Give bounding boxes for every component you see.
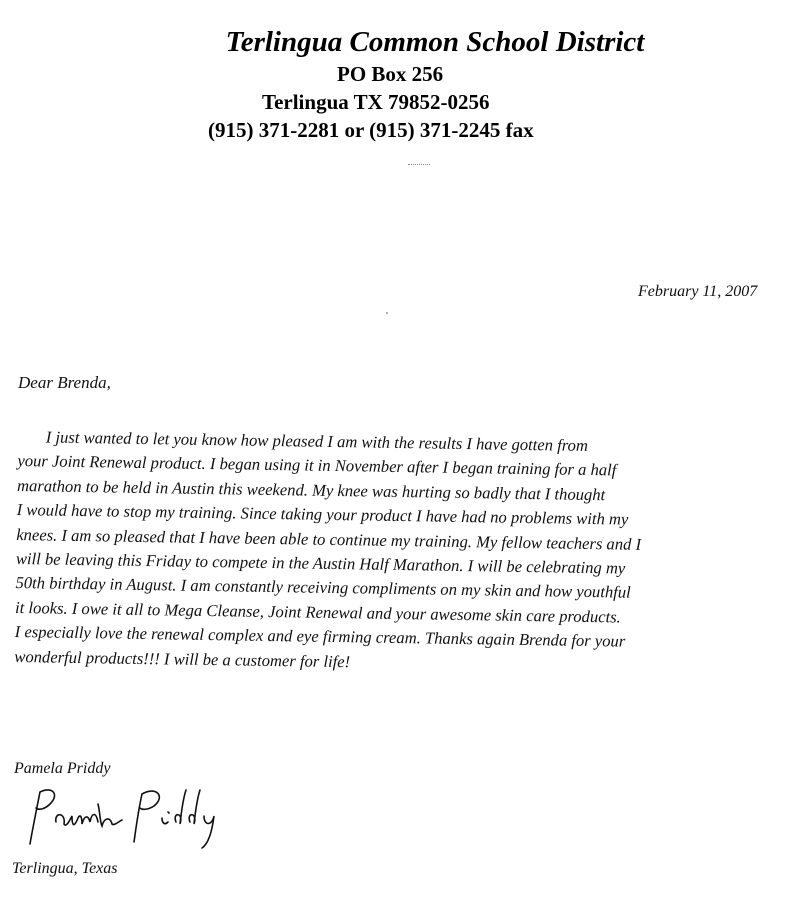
body-line: marathon to be held in Austin this weekend. My knee was hurting so badly that I thought	[16, 475, 606, 505]
letterhead-po-box: PO Box 256	[337, 62, 444, 86]
letterhead-city: Terlingua TX 79852-0256	[262, 90, 490, 114]
salutation: Dear Brenda,	[18, 373, 111, 392]
letterhead-phone: (915) 371-2281 or (915) 371-2245 fax	[208, 118, 534, 142]
body-line: I would have to stop my training. Since taking your product I have had no problems with my	[16, 500, 629, 529]
closing-name: Pamela Priddy	[14, 760, 111, 777]
body-line: knees. I am so pleased that I have been able to continue my training. My fellow teachers and I	[16, 524, 642, 554]
body-line: I especially love the renewal complex and eye firming cream. Thanks again Brenda for your	[14, 622, 626, 651]
handwritten-signature	[26, 782, 226, 852]
body-line: wonderful products!!! I will be a customer for life!	[14, 646, 351, 671]
body-line: will be leaving this Friday to compete in the Austin Half Marathon. I will be celebrating my	[15, 549, 626, 578]
letterhead-district-name: Terlingua Common School District	[225, 26, 645, 58]
letter-body	[14, 425, 786, 681]
body-line: your Joint Renewal product. I began using it in November after I began training for a half	[17, 451, 617, 480]
body-line: I just wanted to let you know how pleased I am with the results I have gotten from	[45, 427, 589, 455]
scan-smudge	[408, 164, 430, 167]
body-line: it looks. I owe it all to Mega Cleanse, Joint Renewal and your awesome skin care products.	[14, 597, 621, 627]
body-line: 50th birthday in August. I am constantly receiving compliments on my skin and how youthful	[15, 573, 631, 603]
letter-date: February 11, 2007	[638, 283, 758, 300]
closing-place: Terlingua, Texas	[12, 860, 118, 877]
scan-speck	[386, 312, 388, 314]
